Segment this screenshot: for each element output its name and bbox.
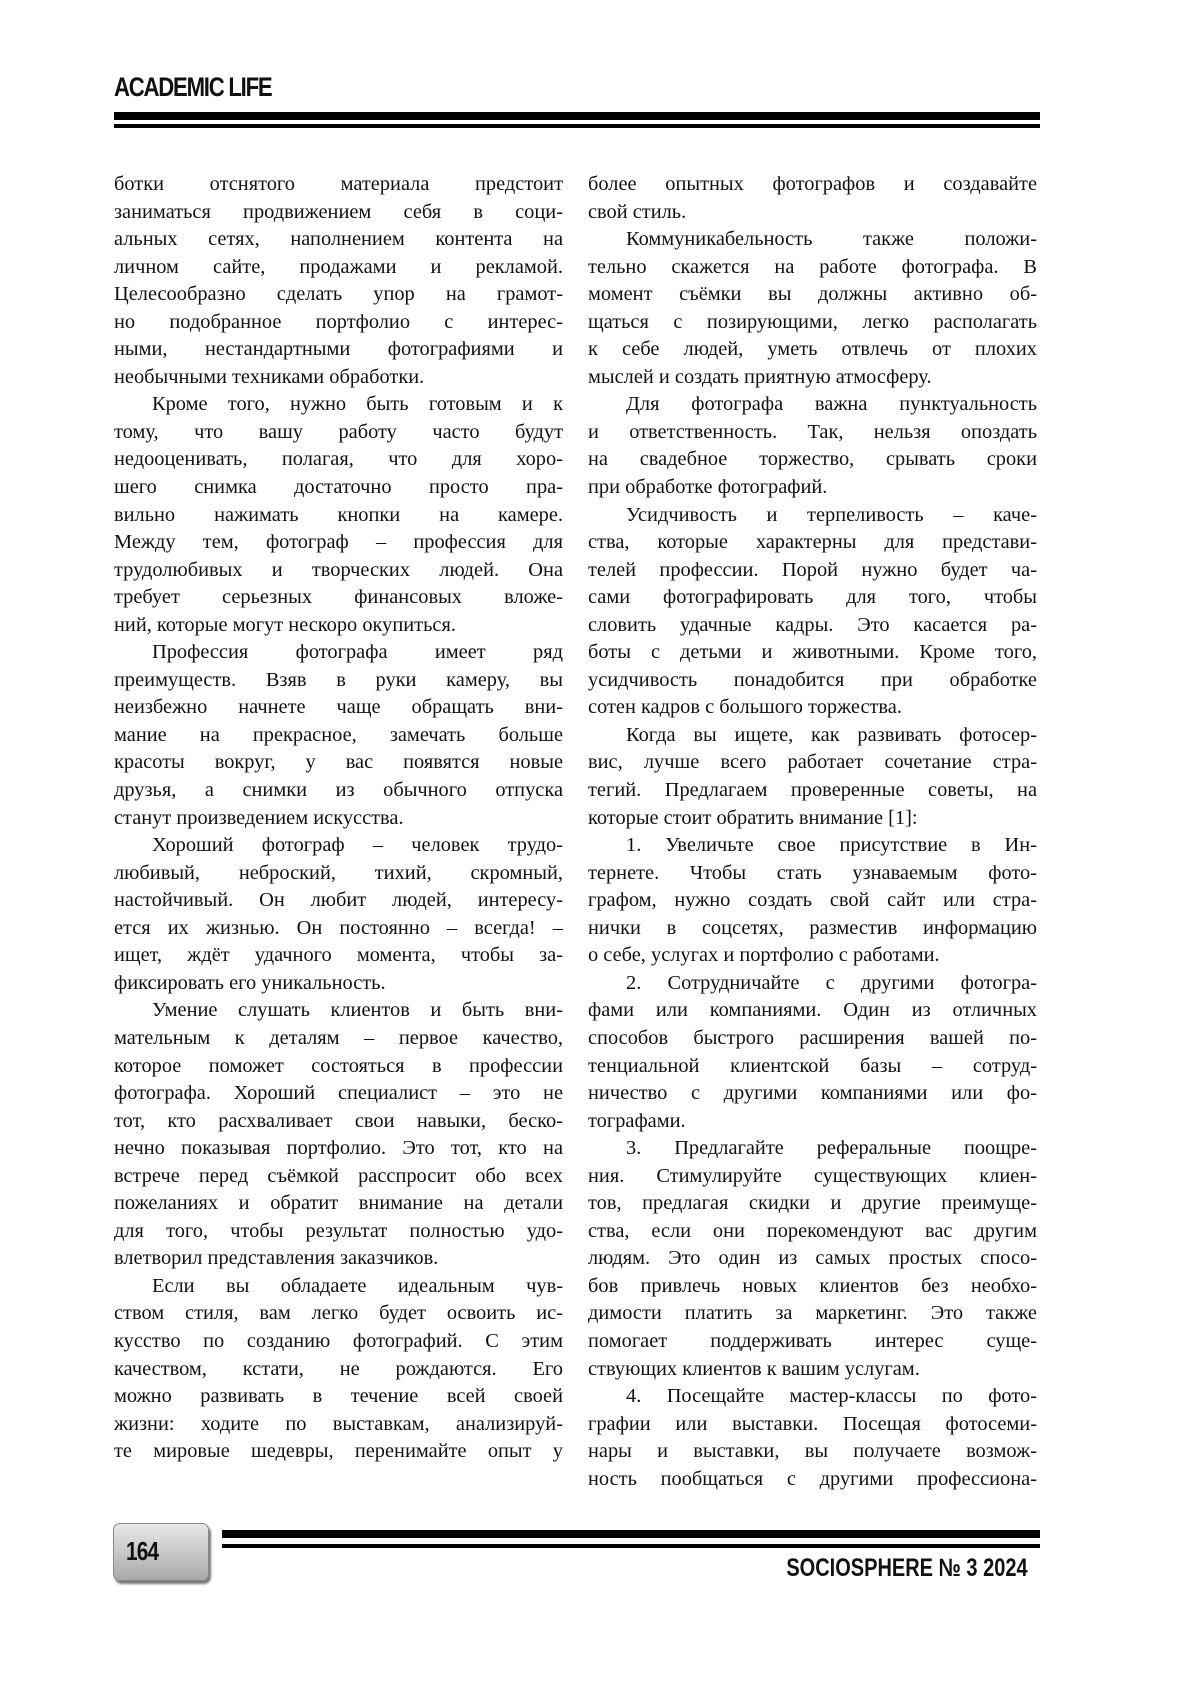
paragraph: [588, 832, 1037, 970]
text-line: тенциальной клиентской базы – сотруд-: [588, 1053, 1037, 1081]
footer-rule-thin: [222, 1544, 1040, 1548]
text-line: ность пообщаться с другими профессиона-: [588, 1466, 1037, 1494]
text-line: помогает поддерживать интерес суще-: [588, 1328, 1037, 1356]
text-line: Профессия фотографа имеет ряд: [114, 639, 563, 667]
text-line: 3. Предлагайте реферальные поощре-: [588, 1135, 1037, 1163]
text-line: Кроме того, нужно быть готовым и к: [114, 391, 563, 419]
text-line: ищет, ждёт удачного момента, чтобы за-: [114, 942, 563, 970]
text-line: графии или выставки. Посещая фотосеми-: [588, 1411, 1037, 1439]
text-line: при обработке фотографий.: [588, 474, 1037, 502]
text-line: тот, кто расхваливает свои навыки, беско-: [114, 1108, 563, 1136]
text-line: заниматься продвижением себя в соци-: [114, 199, 563, 227]
text-line: трудолюбивых и творческих людей. Она: [114, 557, 563, 585]
text-line: но подобранное портфолио с интерес-: [114, 309, 563, 337]
text-line: нечно показывая портфолио. Это тот, кто на: [114, 1135, 563, 1163]
paragraph: [588, 970, 1037, 1135]
text-line: Между тем, фотограф – профессия для: [114, 529, 563, 557]
text-line: Коммуникабельность также положи-: [588, 226, 1037, 254]
text-line: ничество с другими компаниями или фо-: [588, 1080, 1037, 1108]
text-line: ными, нестандартными фотографиями и: [114, 336, 563, 364]
text-line: ний, которые могут нескоро окупиться.: [114, 612, 563, 640]
text-line: мыслей и создать приятную атмосферу.: [588, 364, 1037, 392]
text-line: Для фотографа важна пунктуальность: [588, 391, 1037, 419]
paragraph: [114, 171, 563, 391]
header-rule-thin: [114, 124, 1040, 128]
text-line: необычными техниками обработки.: [114, 364, 563, 392]
text-line: кусство по созданию фотографий. С этим: [114, 1328, 563, 1356]
paragraph: [588, 226, 1037, 391]
text-line: ния. Стимулируйте существующих клиен-: [588, 1163, 1037, 1191]
text-line: 1. Увеличьте свое присутствие в Ин-: [588, 832, 1037, 860]
text-line: личном сайте, продажами и рекламой.: [114, 254, 563, 282]
text-line: вис, лучше всего работает сочетание стра-: [588, 749, 1037, 777]
text-line: о себе, услугах и портфолио с работами.: [588, 942, 1037, 970]
text-line: мательным к деталям – первое качество,: [114, 1025, 563, 1053]
header-rule-thick: [114, 112, 1040, 120]
text-line: бов привлечь новых клиентов без необхо-: [588, 1273, 1037, 1301]
text-line: к себе людей, уметь отвлечь от плохих: [588, 336, 1037, 364]
text-line: щаться с позирующими, легко располагать: [588, 309, 1037, 337]
text-line: качеством, кстати, не рождаются. Его: [114, 1356, 563, 1384]
text-line: любивый, неброский, тихий, скромный,: [114, 860, 563, 888]
text-line: которые стоит обратить внимание [1]:: [588, 805, 1037, 833]
paragraph: [588, 1383, 1037, 1493]
text-line: людям. Это один из самых простых спосо-: [588, 1245, 1037, 1273]
text-line: ется их жизнью. Он постоянно – всегда! –: [114, 915, 563, 943]
paragraph: [588, 722, 1037, 832]
text-line: телей профессии. Порой нужно будет ча-: [588, 557, 1037, 585]
section-header: ACADEMIC LIFE: [114, 72, 271, 103]
text-line: ства, если они порекомендуют вас другим: [588, 1218, 1037, 1246]
paragraph: [114, 832, 563, 997]
text-line: сами фотографировать для того, чтобы: [588, 584, 1037, 612]
text-line: на свадебное торжество, срывать сроки: [588, 446, 1037, 474]
paragraph: [588, 391, 1037, 501]
text-line: требует серьезных финансовых вложе-: [114, 584, 563, 612]
text-line: альных сетях, наполнением контента на: [114, 226, 563, 254]
text-line: неизбежно начнете чаще обращать вни-: [114, 694, 563, 722]
paragraph: [588, 502, 1037, 722]
text-line: усидчивость понадобится при обработке: [588, 667, 1037, 695]
right-column: [588, 171, 1037, 1493]
text-line: встрече перед съёмкой расспросит обо всех: [114, 1163, 563, 1191]
journal-issue: SOCIOSPHERE № 3 2024: [787, 1554, 1028, 1583]
text-line: тому, что вашу работу часто будут: [114, 419, 563, 447]
text-line: боты с детьми и животными. Кроме того,: [588, 639, 1037, 667]
text-line: димости платить за маркетинг. Это также: [588, 1300, 1037, 1328]
text-line: фами или компаниями. Один из отличных: [588, 997, 1037, 1025]
text-line: те мировые шедевры, перенимайте опыт у: [114, 1438, 563, 1466]
text-line: можно развивать в течение всей своей: [114, 1383, 563, 1411]
left-column: [114, 171, 563, 1466]
text-line: ботки отснятого материала предстоит: [114, 171, 563, 199]
text-line: Усидчивость и терпеливость – каче-: [588, 502, 1037, 530]
text-line: момент съёмки вы должны активно об-: [588, 281, 1037, 309]
text-line: тографами.: [588, 1108, 1037, 1136]
text-line: тов, предлагая скидки и другие преимуще-: [588, 1190, 1037, 1218]
text-line: свой стиль.: [588, 199, 1037, 227]
text-line: ства, которые характерны для представи-: [588, 529, 1037, 557]
text-line: словить удачные кадры. Это касается ра-: [588, 612, 1037, 640]
footer-rule-thick: [222, 1530, 1040, 1538]
text-line: влетворил представления заказчиков.: [114, 1245, 563, 1273]
text-line: и ответственность. Так, нельзя опоздать: [588, 419, 1037, 447]
text-line: Целесообразно сделать упор на грамот-: [114, 281, 563, 309]
text-line: 4. Посещайте мастер-классы по фото-: [588, 1383, 1037, 1411]
text-line: нары и выставки, вы получаете возмож-: [588, 1438, 1037, 1466]
text-line: тернете. Чтобы стать узнаваемым фото-: [588, 860, 1037, 888]
text-line: нички в соцсетях, разместив информацию: [588, 915, 1037, 943]
text-line: которое поможет состояться в профессии: [114, 1053, 563, 1081]
text-line: Умение слушать клиентов и быть вни-: [114, 997, 563, 1025]
text-line: ствующих клиентов к вашим услугам.: [588, 1356, 1037, 1384]
text-line: недооценивать, полагая, что для хоро-: [114, 446, 563, 474]
paragraph: [588, 171, 1037, 226]
text-line: 2. Сотрудничайте с другими фотогра-: [588, 970, 1037, 998]
text-line: пожеланиях и обратит внимание на детали: [114, 1190, 563, 1218]
text-line: тегий. Предлагаем проверенные советы, на: [588, 777, 1037, 805]
text-line: фотографа. Хороший специалист – это не: [114, 1080, 563, 1108]
text-line: тельно скажется на работе фотографа. В: [588, 254, 1037, 282]
paragraph: [588, 1135, 1037, 1383]
page-number: 164: [126, 1536, 158, 1567]
paragraph: [114, 1273, 563, 1466]
text-line: ством стиля, вам легко будет освоить ис-: [114, 1300, 563, 1328]
text-line: способов быстрого расширения вашей по-: [588, 1025, 1037, 1053]
page-number-badge: [113, 1523, 209, 1581]
text-line: настойчивый. Он любит людей, интересу-: [114, 887, 563, 915]
paragraph: [114, 639, 563, 832]
paragraph: [114, 391, 563, 639]
text-line: шего снимка достаточно просто пра-: [114, 474, 563, 502]
text-line: жизни: ходите по выставкам, анализируй-: [114, 1411, 563, 1439]
text-line: вильно нажимать кнопки на камере.: [114, 502, 563, 530]
text-line: для того, чтобы результат полностью удо-: [114, 1218, 563, 1246]
text-line: Если вы обладаете идеальным чув-: [114, 1273, 563, 1301]
text-line: Когда вы ищете, как развивать фотосер-: [588, 722, 1037, 750]
text-line: Хороший фотограф – человек трудо-: [114, 832, 563, 860]
text-line: мание на прекрасное, замечать больше: [114, 722, 563, 750]
text-line: сотен кадров с большого торжества.: [588, 694, 1037, 722]
text-line: красоты вокруг, у вас появятся новые: [114, 749, 563, 777]
paragraph: [114, 997, 563, 1272]
text-line: друзья, а снимки из обычного отпуска: [114, 777, 563, 805]
text-line: фиксировать его уникальность.: [114, 970, 563, 998]
text-line: станут произведением искусства.: [114, 805, 563, 833]
text-line: преимуществ. Взяв в руки камеру, вы: [114, 667, 563, 695]
text-line: более опытных фотографов и создавайте: [588, 171, 1037, 199]
text-line: графом, нужно создать свой сайт или стра-: [588, 887, 1037, 915]
